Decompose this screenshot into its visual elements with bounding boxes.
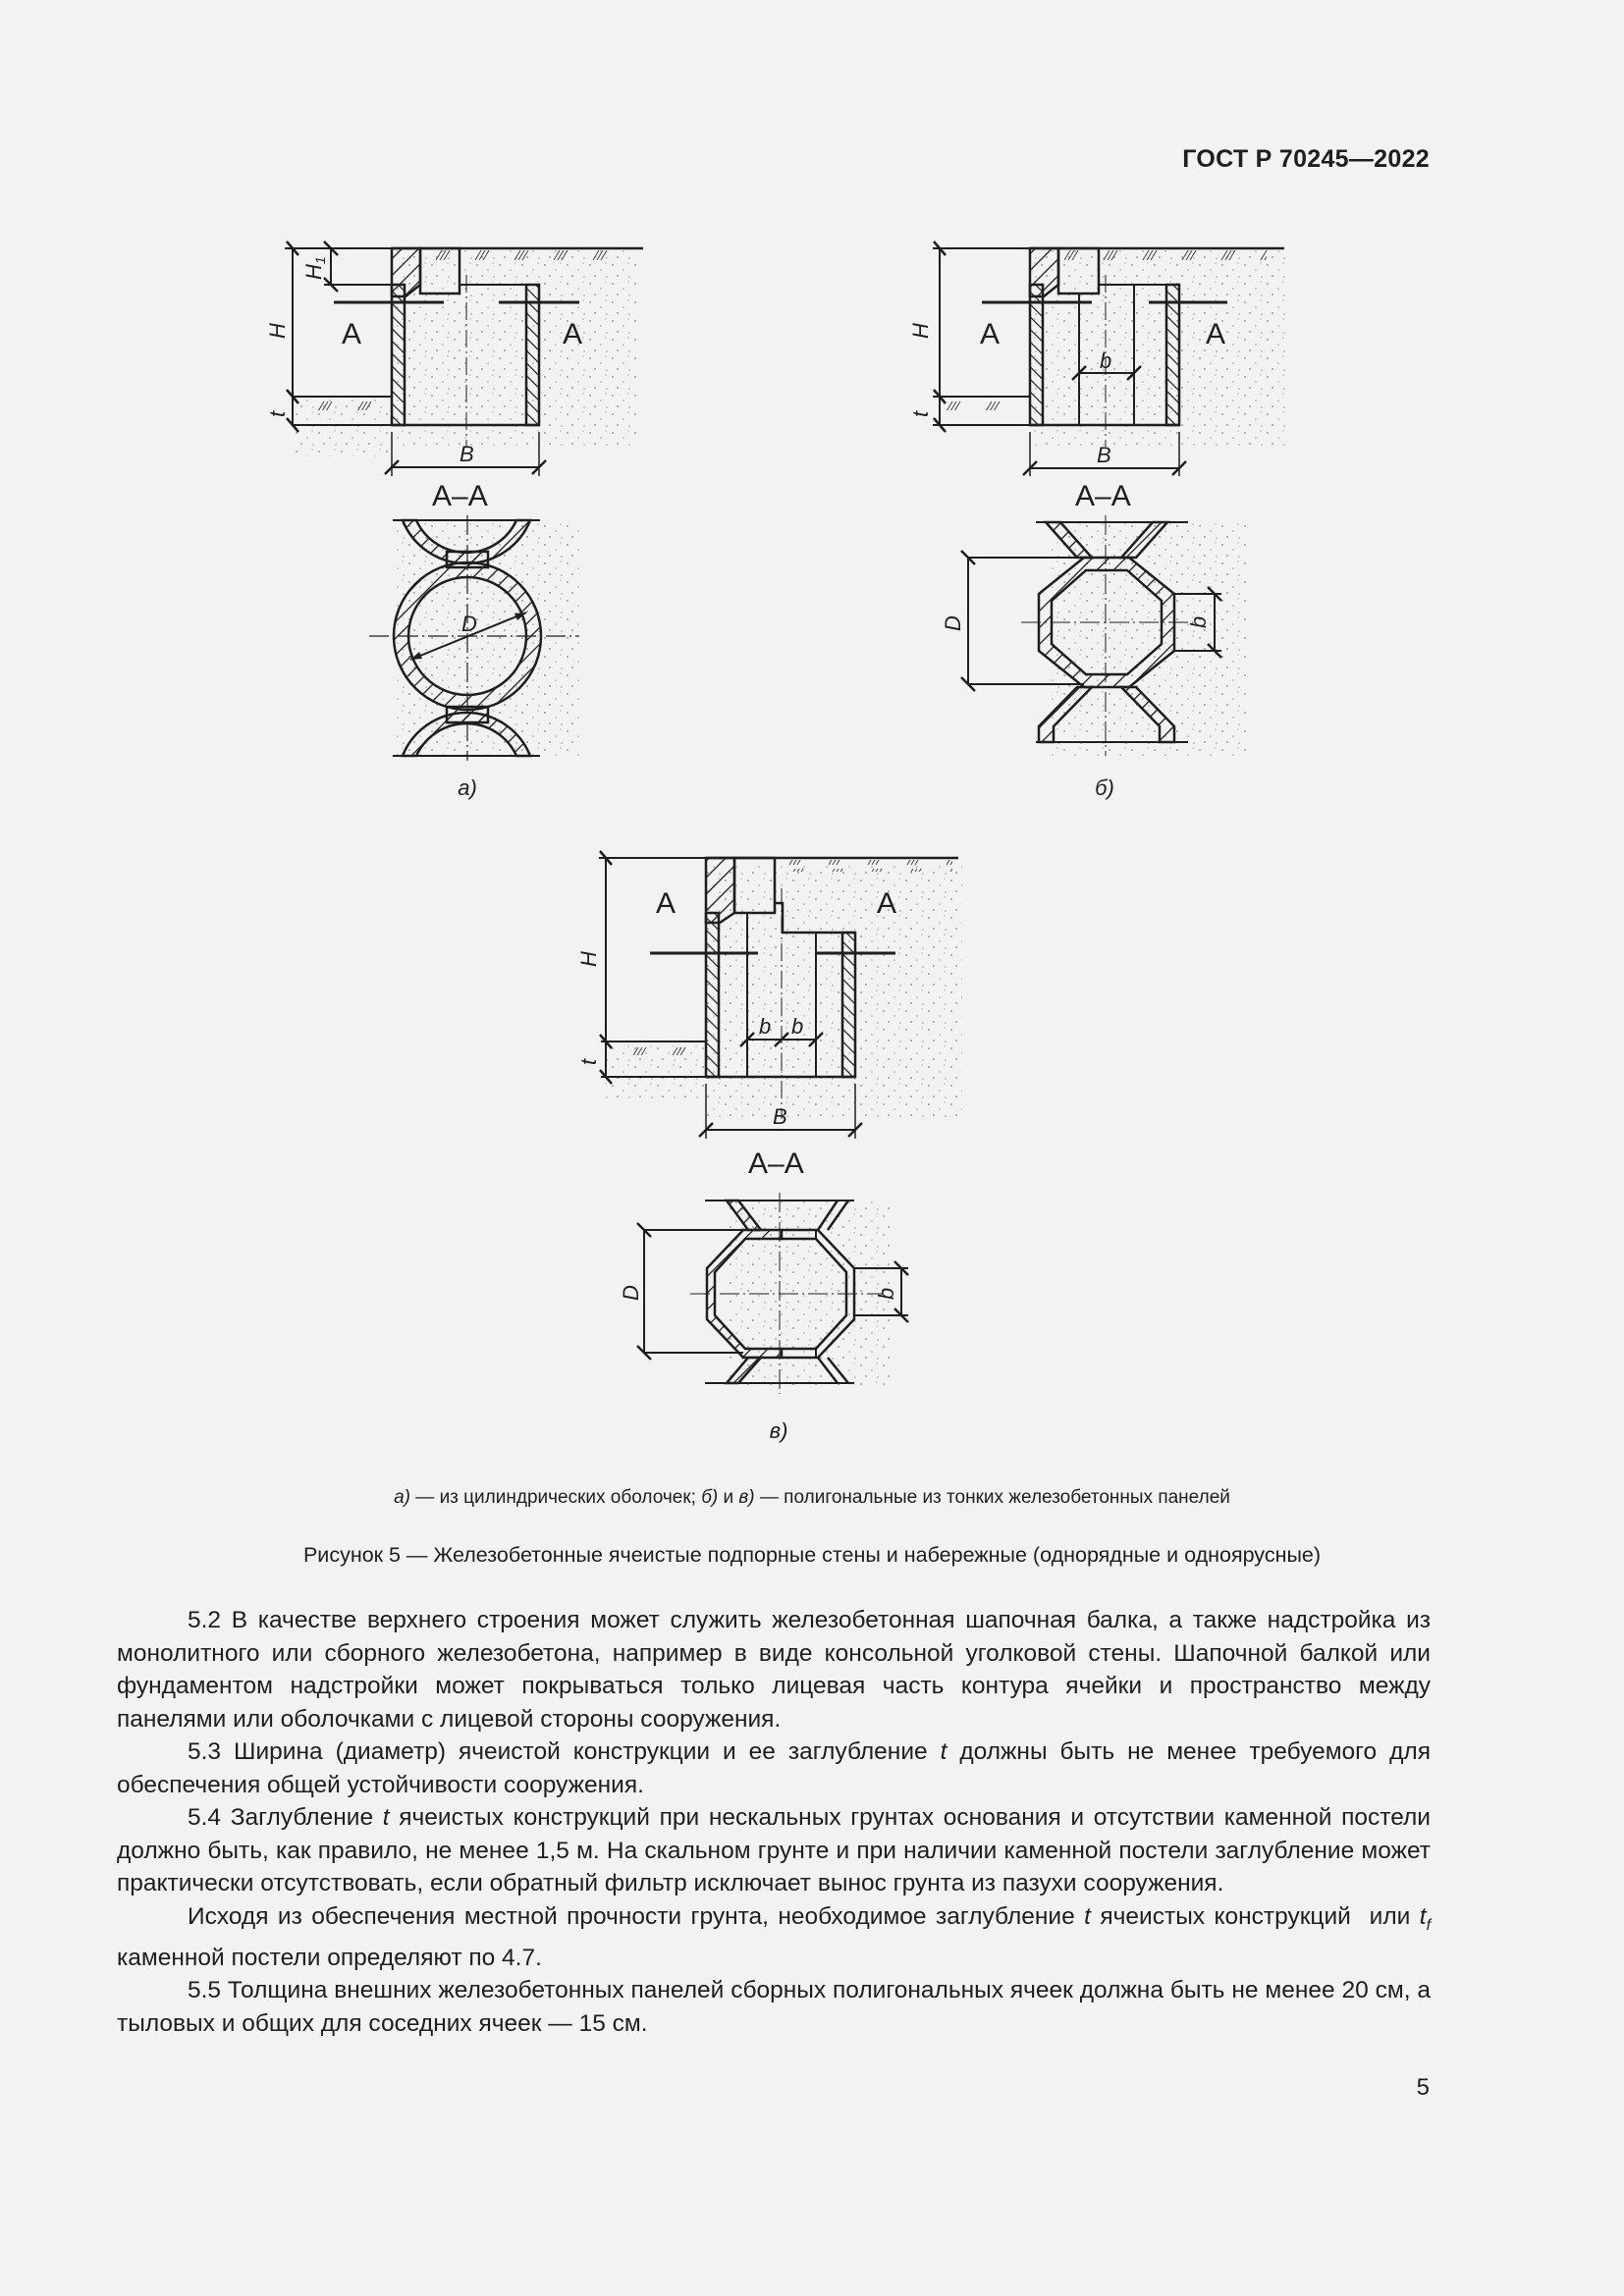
section-mark-right: А [563,318,583,350]
dim-b-width-label: B [460,442,474,466]
figure-v-plan [619,1193,923,1399]
standard-code-header: ГОСТ Р 70245—2022 [1182,145,1430,173]
figure-a-plan [353,515,589,761]
legend-conj: и [718,1487,739,1508]
figure-a-elevation [265,236,668,520]
var-t: t [1084,1902,1091,1930]
page-number: 5 [1416,2074,1430,2101]
panel-a-label: а) [458,775,477,800]
figure-caption: Рисунок 5 — Железобетонные ячеистые подпорные стены и набережные (однорядные и одноярусные) [302,1543,1322,1567]
dim-t-label: t [576,1058,601,1065]
section-mark-left: А [980,318,1001,350]
legend-key-v: в) [738,1487,755,1508]
body-text [117,1604,1431,2040]
legend-text-bv: — полигональные из тонких железобетонных панелей [754,1487,1230,1508]
legend-key-a: а) [394,1487,411,1508]
dim-h-label: H [265,323,290,339]
section-mark-right: А [1206,318,1226,350]
dim-b-small-label: b [1100,348,1112,373]
dim-h1-label: H1 [301,256,328,280]
section-mark-left: А [342,318,362,350]
dim-b-small-label-2: b [791,1014,804,1039]
dim-t-label: t [908,410,933,417]
dim-d-label: D [941,615,965,631]
var-t: t [940,1738,947,1765]
dim-h-label: H [576,951,601,967]
dim-b-small-label: b [1186,615,1211,628]
figure-v-elevation [576,849,972,1183]
paragraph-5-5: 5.5 Толщина внешних железобетонных панелей сборных полигональных ячеек должна быть не менее 20 см, а тыловых и общих для соседних ячеек — 15 см. [117,1977,1431,2037]
dim-d-label: D [619,1285,643,1301]
dim-t-label: t [265,410,290,417]
legend-key-b: б) [701,1487,719,1508]
dim-b-small-label: b [874,1287,898,1300]
figure-b-elevation [908,236,1306,520]
dim-b-small-label-1: b [759,1014,772,1039]
paragraph-5-3: 5.3 Ширина (диаметр) ячеистой конструкции и ее заглубление t должны быть не менее требуемого для обеспечения общей устойчивости сооружения. [117,1738,1431,1798]
section-mark-left: А [656,887,677,920]
dim-h-label: H [908,323,933,339]
paragraph-local-strength: Исходя из обеспечения местной прочности грунта, необходимое заглубление t ячеистых конструкций или $t_f$ каменной постели определяют по 4.7. [117,1902,1432,1971]
dim-d-label: D [461,612,477,636]
section-label-aa: А–А [1075,480,1131,512]
dim-b-width-label: B [1097,443,1111,467]
var-t: t [382,1804,390,1831]
figure-b-plan [943,515,1267,761]
dim-b-width-label: B [773,1104,787,1129]
section-mark-right: А [877,887,897,920]
section-label-aa: А–А [432,480,488,512]
paragraph-5-4: 5.4 Заглубление t ячеистых конструкций при нескальных грунтах основания и отсутствии каменной постели должно быть, как правило, не менее 1,5 м. На скальном грунте и при наличии каменной постели заглубление может практически отсутствовать, если обратный фильтр исключает вынос грунта из пазухи сооружения. [117,1804,1431,1896]
paragraph-5-2: 5.2 В качестве верхнего строения может служить железобетонная шапочная балка, а также надстройка из монолитного или сборного железобетона, например в виде консольной уголковой стены. Шапочной балкой или фундаментом надстройки может покрываться только лицевая часть контура ячейки и пространство между панелями или оболочками с лицевой стороны сооружения. [117,1607,1431,1733]
section-label-aa: А–А [748,1148,804,1180]
var-tf: $t_f$ [1419,1902,1432,1934]
figure-legend [0,1487,1624,1509]
panel-b-label: б) [1095,775,1114,800]
panel-v-label: в) [769,1418,788,1443]
legend-text-a: — из цилиндрических оболочек; [410,1487,702,1508]
